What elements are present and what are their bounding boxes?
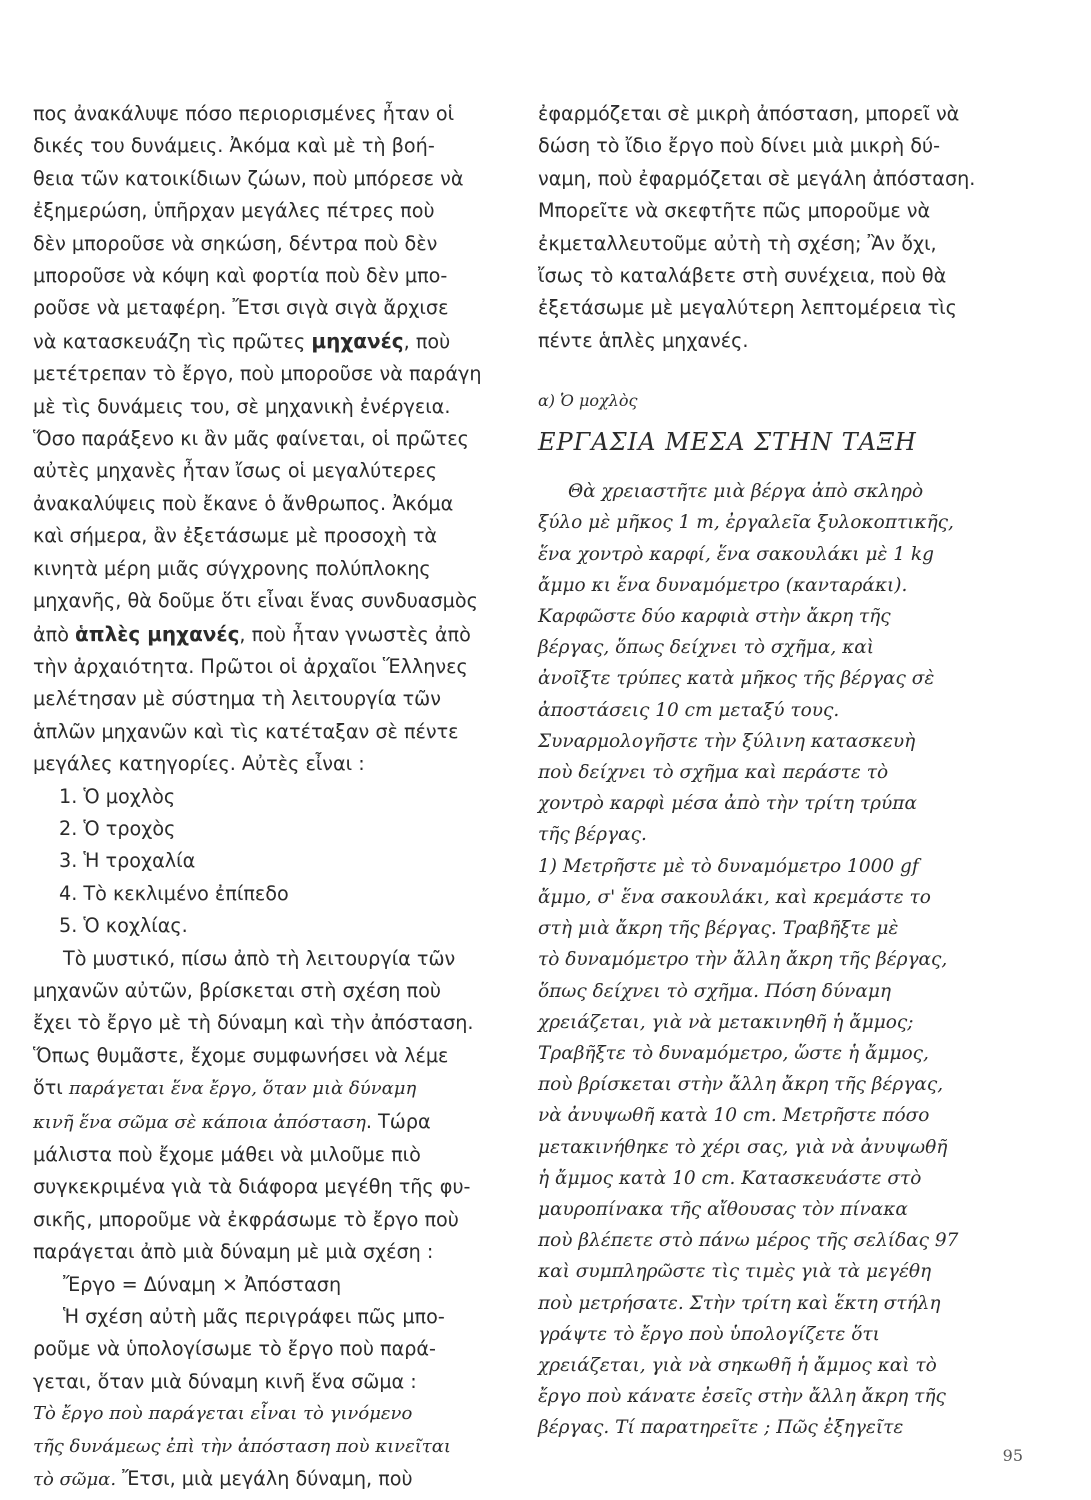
paragraph-intro bbox=[33, 98, 509, 781]
text-line: ροῦσε νὰ μεταφέρη. Ἔτσι σιγὰ σιγὰ ἄρχισε bbox=[33, 296, 449, 320]
text-line: πος ἀνακάλυψε πόσο περιορισμένες ἦταν οἱ bbox=[33, 102, 455, 125]
section-title: ΕΡΓΑΣΙΑ ΜΕΣΑ ΣΤΗΝ ΤΑΞΗ bbox=[538, 428, 917, 457]
text-line: ὅτι παράγεται ἕνα ἔργο, ὅταν μιὰ δύναμη bbox=[33, 1076, 417, 1100]
text-line: Θὰ χρειαστῆτε μιὰ βέργα ἀπὸ σκληρὸ bbox=[568, 481, 924, 503]
text-line: καὶ σήμερα, ἂν ἐξετάσωμε μὲ προσοχὴ τὰ bbox=[33, 524, 438, 548]
text-line: αὐτὲς μηχανὲς ἦταν ἴσως οἱ μεγαλύτερες bbox=[33, 459, 437, 483]
text-line: μὲ τὶς δυνάμεις του, σὲ μηχανικὴ ἐνέργεια. bbox=[33, 394, 451, 418]
text-line: βέργας, ὅπως δείχνει τὸ σχῆμα, καὶ bbox=[538, 637, 874, 659]
list-item: 2. Ὁ τροχὸς bbox=[59, 816, 176, 840]
text-line: Καρφῶστε δύο καρφιὰ στὴν ἄκρη τῆς bbox=[538, 606, 891, 628]
text-line: μετακινήθηκε τὸ χέρι σας, γιὰ νὰ ἀνυψωθῆ bbox=[538, 1136, 948, 1158]
text-line: ἴσως τὸ καταλάβετε στὴ συνέχεια, ποὺ θὰ bbox=[538, 264, 947, 288]
text-line: νὰ κατασκευάζη τὶς πρῶτες μηχανές, ποὺ bbox=[33, 328, 451, 353]
formula: Ἔργο = Δύναμη × Ἀπόσταση bbox=[63, 1272, 342, 1296]
text-line: Συναρμολογῆστε τὴν ξύλινη κατασκευὴ bbox=[538, 730, 916, 752]
text-line: χρειάζεται, γιὰ νὰ μετακινηθῆ ἡ ἄμμος; bbox=[538, 1011, 914, 1033]
list-item: 5. Ὁ κοχλίας. bbox=[59, 914, 188, 938]
text-line: σικῆς, μποροῦμε νὰ ἐκφράσωμε τὸ ἔργο ποὺ bbox=[33, 1207, 459, 1231]
machines-list bbox=[33, 781, 509, 943]
paragraph-continuation bbox=[538, 98, 1028, 357]
text-line: τὸ σῶμα. Ἔτσι, μιὰ μεγάλη δύναμη, ποὺ bbox=[33, 1467, 413, 1491]
text-line: ἐφαρμόζεται σὲ μικρὴ ἀπόσταση, μπορεῖ νὰ bbox=[538, 102, 960, 125]
text-line: μαυροπίνακα τῆς αἴθουσας τὸν πίνακα bbox=[538, 1198, 908, 1220]
text-line: ἁπλῶν μηχανῶν καὶ τὶς κατέταξαν σὲ πέντε bbox=[33, 719, 459, 743]
paragraph-secret bbox=[33, 943, 509, 1497]
text-line: Ὅπως θυμᾶστε, ἔχομε συμφωνήσει νὰ λέμε bbox=[33, 1043, 449, 1067]
text-line: ἐξετάσωμε μὲ μεγαλύτερη λεπτομέρεια τὶς bbox=[538, 296, 957, 320]
rule-italic: τῆς δυνάμεως ἐπὶ τὴν ἀπόσταση ποὺ κινεῖται bbox=[33, 1435, 451, 1457]
text-line: μηχανῶν αὐτῶν, βρίσκεται στὴ σχέση ποὺ bbox=[33, 978, 441, 1002]
text-line: ἐκμεταλλευτοῦμε αὐτὴ τὴ σχέση; Ἂν ὄχι, bbox=[538, 231, 937, 255]
text-line: θεια τῶν κατοικίδιων ζώων, ποὺ μπόρεσε νὰ bbox=[33, 166, 464, 190]
text-line: συγκεκριμένα γιὰ τὰ διάφορα μεγέθη τῆς φυ- bbox=[33, 1175, 471, 1199]
text-line: ποὺ βρίσκεται στὴν ἄλλη ἄκρη τῆς βέργας, bbox=[538, 1074, 944, 1096]
text-line: μεγάλες κατηγορίες. Αὐτὲς εἶναι : bbox=[33, 752, 365, 776]
text-line: στὴ μιὰ ἄκρη τῆς βέργας. Τραβῆξτε μὲ bbox=[538, 918, 899, 940]
text-line: ποὺ δείχνει τὸ σχῆμα καὶ περάστε τὸ bbox=[538, 762, 889, 784]
text-line: μηχανῆς, θὰ δοῦμε ὅτι εἶναι ἕνας συνδυασμὸς bbox=[33, 589, 478, 613]
text-line: ἀνακαλύψεις ποὺ ἔκανε ὁ ἄνθρωπος. Ἀκόμα bbox=[33, 491, 454, 515]
text-line: ἄμμο κι ἕνα δυναμόμετρο (κανταράκι). bbox=[538, 574, 908, 596]
left-column bbox=[33, 98, 509, 1496]
text-line: παράγεται ἀπὸ μιὰ δύναμη μὲ μιὰ σχέση : bbox=[33, 1240, 434, 1264]
right-column bbox=[538, 98, 1028, 1444]
list-item: 4. Τὸ κεκλιμένο ἐπίπεδο bbox=[59, 881, 289, 905]
text-line: ἀπὸ ἁπλὲς μηχανές, ποὺ ἦταν γνωστὲς ἀπὸ bbox=[33, 621, 471, 646]
text-line: μποροῦσε νὰ κόψη καὶ φορτία ποὺ δὲν μπο- bbox=[33, 264, 448, 288]
text-line: ἐξημερώση, ὑπῆρχαν μεγάλες πέτρες ποὺ bbox=[33, 199, 435, 223]
text-line: πέντε ἁπλὲς μηχανές. bbox=[538, 328, 749, 352]
text-line: Μπορεῖτε νὰ σκεφτῆτε πῶς μποροῦμε νὰ bbox=[538, 199, 931, 223]
text-line: τῆς βέργας. bbox=[538, 824, 647, 846]
text-line: τὸ δυναμόμετρο τὴν ἄλλη ἄκρη τῆς βέργας, bbox=[538, 949, 948, 971]
rule-italic: τὸ σῶμα. bbox=[33, 1469, 117, 1491]
text-line: χοντρὸ καρφὶ μέσα ἀπὸ τὴν τρίτη τρύπα bbox=[538, 793, 917, 815]
text-line: γεται, ὅταν μιὰ δύναμη κινῆ ἕνα σῶμα : bbox=[33, 1369, 417, 1393]
text-line: δικές του δυνάμεις. Ἀκόμα καὶ μὲ τὴ βοή- bbox=[33, 134, 435, 158]
text-line: Ἡ σχέση αὐτὴ μᾶς περιγράφει πῶς μπο- bbox=[63, 1305, 445, 1329]
text-line: μετέτρεπαν τὸ ἔργο, ποὺ μποροῦσε νὰ παράγη bbox=[33, 362, 482, 386]
text-line: μελέτησαν μὲ σύστημα τὴ λειτουργία τῶν bbox=[33, 687, 441, 711]
text-line: ἔχει τὸ ἔργο μὲ τὴ δύναμη καὶ τὴν ἀπόσταση. bbox=[33, 1011, 474, 1035]
text-line: ἕνα χοντρὸ καρφί, ἕνα σακουλάκι μὲ 1 kg bbox=[538, 543, 934, 565]
text-line: Τὸ μυστικό, πίσω ἀπὸ τὴ λειτουργία τῶν bbox=[63, 946, 456, 970]
term-machines: μηχανές bbox=[311, 328, 404, 353]
text-line: ναμη, ποὺ ἐφαρμόζεται σὲ μεγάλη ἀπόσταση. bbox=[538, 166, 976, 190]
text-line: ὅπως δείχνει τὸ σχῆμα. Πόση δύναμη bbox=[538, 980, 892, 1002]
subheading-lever: α) Ὁ μοχλὸς bbox=[538, 391, 638, 411]
text-line: ἀνοῖξτε τρύπες κατὰ μῆκος τῆς βέργας σὲ bbox=[538, 668, 935, 690]
term-simple-machines: ἁπλὲς μηχανές bbox=[75, 621, 240, 646]
text-line: νὰ ἀνυψωθῆ κατὰ 10 cm. Μετρῆστε πόσο bbox=[538, 1105, 930, 1127]
list-item: 1. Ὁ μοχλὸς bbox=[59, 784, 176, 808]
text-line: ποὺ βλέπετε στὸ πάνω μέρος τῆς σελίδας 97 bbox=[538, 1230, 959, 1252]
text-line: ἔργο ποὺ κάνατε ἐσεῖς στὴν ἄλλη ἄκρη τῆς bbox=[538, 1386, 946, 1408]
text-line: ἡ ἄμμος κατὰ 10 cm. Κατασκευάστε στὸ bbox=[538, 1167, 922, 1189]
rule-italic: Τὸ ἔργο ποὺ παράγεται εἶναι τὸ γινόμενο bbox=[33, 1403, 413, 1425]
text-line: ἀποστάσεις 10 cm μεταξύ τους. bbox=[538, 699, 840, 721]
page-number: 95 bbox=[1002, 1446, 1023, 1465]
text-line: Ὅσο παράξενο κι ἂν μᾶς φαίνεται, οἱ πρῶτες bbox=[33, 427, 469, 451]
text-line: δὲν μποροῦσε νὰ σηκώση, δέντρα ποὺ δὲν bbox=[33, 231, 438, 255]
text-line: δώση τὸ ἴδιο ἔργο ποὺ δίνει μιὰ μικρὴ δύ- bbox=[538, 134, 940, 158]
definition-italic: παράγεται ἕνα ἔργο, ὅταν μιὰ δύναμη bbox=[68, 1078, 417, 1100]
text-line: γράψτε τὸ ἔργο ποὺ ὑπολογίζετε ὅτι bbox=[538, 1323, 880, 1345]
classroom-task bbox=[538, 476, 1028, 1443]
text-line: τὴν ἀρχαιότητα. Πρῶτοι οἱ ἀρχαῖοι Ἕλληνες bbox=[33, 654, 468, 678]
text-line: Τραβῆξτε τὸ δυναμόμετρο, ὥστε ἡ ἄμμος, bbox=[538, 1042, 929, 1064]
text-line: ποὺ μετρήσατε. Στὴν τρίτη καὶ ἕκτη στήλη bbox=[538, 1292, 941, 1314]
definition-italic: κινῆ ἕνα σῶμα σὲ κάποια ἀπόσταση bbox=[33, 1111, 366, 1133]
text-line: κινῆ ἕνα σῶμα σὲ κάποια ἀπόσταση. Τώρα bbox=[33, 1109, 431, 1133]
text-line: ἄμμο, σ' ἕνα σακουλάκι, καὶ κρεμάστε το bbox=[538, 886, 931, 908]
text-line: 1) Μετρῆστε μὲ τὸ δυναμόμετρο 1000 gf bbox=[538, 855, 919, 877]
text-line: μάλιστα ποὺ ἔχομε μάθει νὰ μιλοῦμε πιὸ bbox=[33, 1143, 421, 1166]
list-item: 3. Ἡ τροχαλία bbox=[59, 849, 196, 873]
text-line: κινητὰ μέρη μιᾶς σύγχρονης πολύπλοκης bbox=[33, 556, 431, 580]
text-line: βέργας. Τί παρατηρεῖτε ; Πῶς ἐξηγεῖτε bbox=[538, 1417, 904, 1439]
text-line: ροῦμε νὰ ὑπολογίσωμε τὸ ἔργο ποὺ παρά- bbox=[33, 1337, 436, 1361]
text-line: ξύλο μὲ μῆκος 1 m, ἐργαλεῖα ξυλοκοπτικῆς, bbox=[538, 512, 954, 534]
text-line: χρειάζεται, γιὰ νὰ σηκωθῆ ἡ ἄμμος καὶ τὸ bbox=[538, 1354, 937, 1376]
text-line: καὶ συμπληρῶστε τὶς τιμὲς γιὰ τὰ μεγέθη bbox=[538, 1261, 932, 1283]
